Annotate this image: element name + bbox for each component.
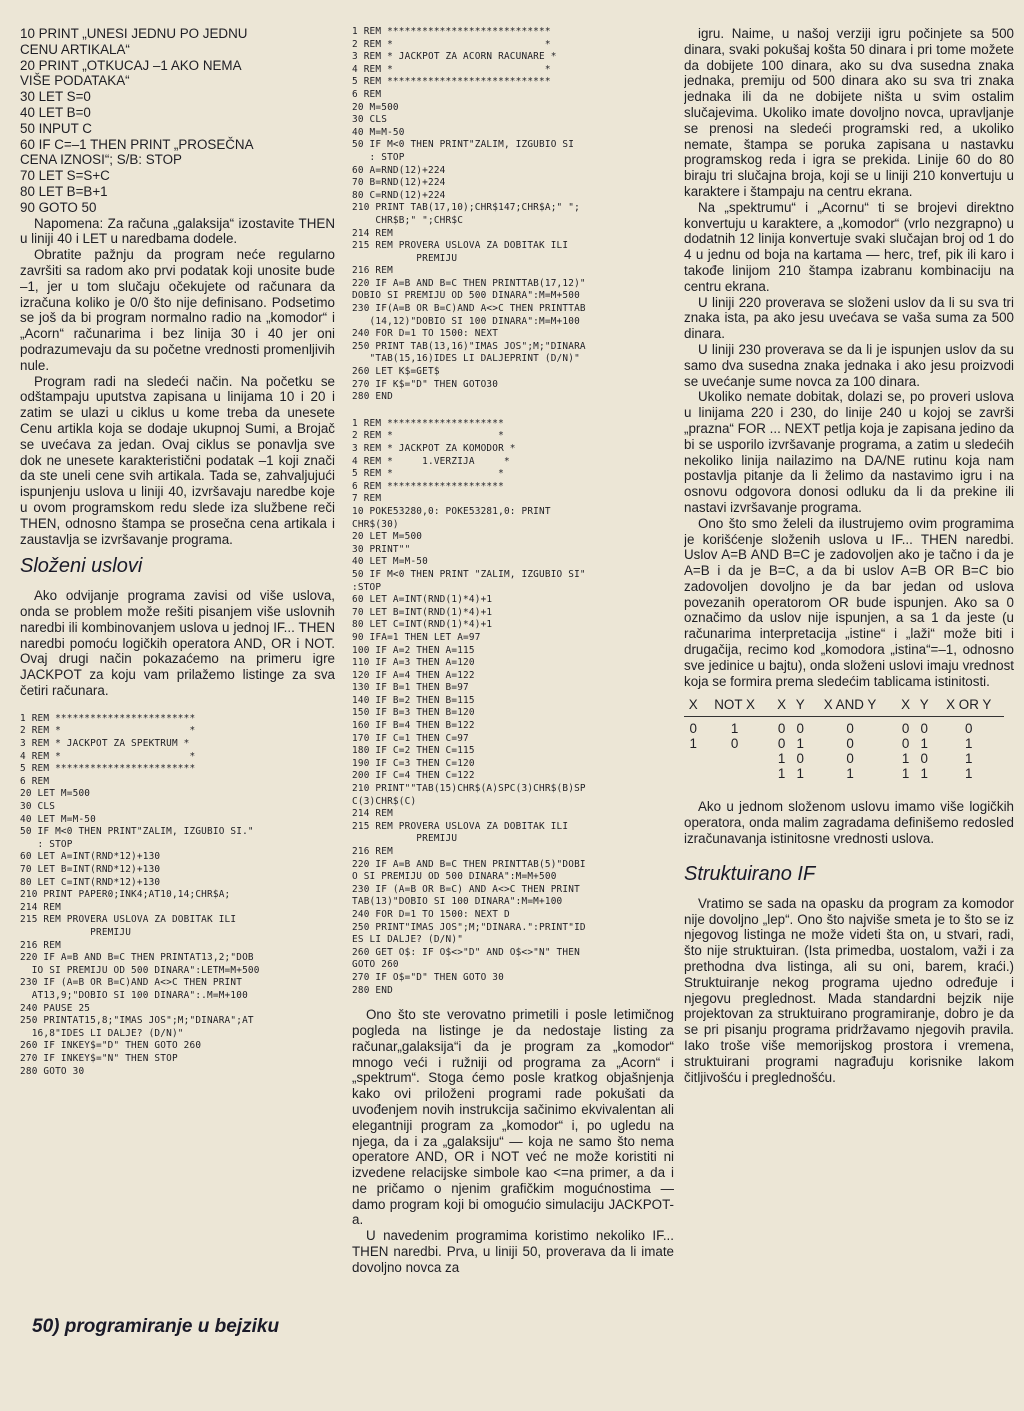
listing-line: 260 IF INKEY$="D" THEN GOTO 260 [20, 1040, 202, 1052]
listing-line: 20 LET M=500 [352, 531, 423, 543]
truth-table-header: Y [915, 697, 934, 717]
body-text-block [684, 896, 1014, 1086]
truth-table-cell: 1 [920, 766, 928, 782]
listing-line: 50 IF M<0 THEN PRINT"ZALIM, IZGUBIO SI." [20, 826, 254, 838]
listing-line: 20 PRINT „OTKUCAJ –1 AKO NEMA [20, 57, 242, 73]
truth-table-cell: 0 [689, 721, 697, 737]
listing-line: 60 IF C=–1 THEN PRINT „PROSEČNA [20, 136, 254, 152]
paragraph: U liniji 230 proverava se da li je ispunjen uslov da su samo dva susedna znaka jednaka i ako jesu proizvodi se uvećanje sume novca za 100 dinara. [684, 341, 1014, 389]
listing-line: 40 M=M-50 [352, 126, 405, 138]
spectrum-listing [20, 713, 335, 1078]
listing-line: TAB(13)"DOBIO SI 100 DINARA":M=M+100 [352, 896, 563, 908]
listing-line: ES LI DALJE? (D/N)" [352, 934, 464, 946]
listing-line: 60 LET A=INT(RND*12)+130 [20, 851, 161, 863]
listing-line: (14,12)"DOBIO SI 100 DINARA":M=M+100 [352, 315, 580, 327]
listing-line: 4 REM * 1.VERZIJA * [352, 455, 510, 467]
listing-line: 280 END [352, 984, 393, 996]
truth-table [684, 697, 1004, 781]
listing-line: AT13,9;"DOBIO SI 100 DINARA":.M=M+100 [20, 989, 248, 1001]
listing-line: 2 REM * * [352, 430, 504, 442]
listing-line: 240 FOR D=1 TO 1500: NEXT [352, 328, 499, 340]
listing-line: CHR$B;" ";CHR$C [352, 214, 464, 226]
column-middle [352, 26, 674, 1411]
truth-table-header: X [684, 697, 703, 717]
listing-line: 240 FOR D=1 TO 1500: NEXT D [352, 908, 510, 920]
listing-line: PREMIJU [352, 833, 458, 845]
listing-line: GOTO 260 [352, 959, 399, 971]
listing-line: 250 PRINT TAB(13,16)"IMAS JOS";M;"DINARA [352, 340, 586, 352]
truth-table-cell: 1 [901, 766, 910, 782]
listing-line: 1 REM **************************** [352, 26, 551, 37]
listing-line: 40 LET M=M-50 [20, 813, 96, 825]
basic-listing-average [20, 26, 335, 216]
truth-table-header: X [896, 697, 915, 717]
truth-table-header: X OR Y [933, 697, 1004, 717]
listing-line: 270 IF K$="D" THEN GOTO30 [352, 378, 499, 390]
truth-table-header: NOT X [703, 697, 767, 717]
column-right [684, 26, 1014, 1411]
listing-line: 220 IF A=B AND B=C THEN PRINTTAB(5)"DOBI [352, 858, 586, 870]
listing-line: CENU ARTIKALA“ [20, 41, 130, 57]
listing-line: 214 REM [352, 227, 393, 239]
listing-line: 214 REM [20, 901, 61, 913]
listing-line: 280 GOTO 30 [20, 1065, 85, 1077]
listing-line: 170 IF C=1 THEN C=97 [352, 732, 469, 744]
truth-table-cell: 1 [965, 736, 973, 752]
listing-line: "TAB(15,16)IDES LI DALJEPRINT (D/N)" [352, 353, 580, 365]
listing-line: 30 PRINT"" [352, 543, 411, 555]
truth-table-cell [684, 751, 703, 766]
truth-table-cell [703, 751, 767, 766]
listing-line: 4 REM * * [352, 63, 551, 75]
listing-line: 7 REM [352, 493, 382, 505]
listing-line: 10 PRINT „UNESI JEDNU PO JEDNU [20, 26, 248, 41]
listing-line: 100 IF A=2 THEN A=115 [352, 644, 475, 656]
listing-line: 215 REM PROVERA USLOVA ZA DOBITAK ILI [352, 820, 569, 832]
listing-line: 16,8"IDES LI DALJE? (D/N)" [20, 1027, 184, 1039]
listing-line: IO SI PREMIJU OD 500 DINARA":LETM=M+500 [20, 964, 260, 976]
truth-table-cell: 1 [730, 721, 739, 737]
listing-line: 6 REM [352, 88, 382, 100]
listing-line: DOBIO SI PREMIJU OD 500 DINARA":M=M+500 [352, 290, 580, 302]
listing-line: 80 LET C=INT(RND*12)+130 [20, 876, 161, 888]
body-text-block [684, 799, 1014, 846]
listing-line: 20 LET M=500 [20, 788, 91, 800]
truth-table-cell: 0 [901, 736, 910, 752]
listing-line: VIŠE PODATAKA“ [20, 73, 130, 89]
listing-line: 120 IF A=4 THEN A=122 [352, 669, 475, 681]
listing-line: 230 IF(A=B OR B=C)AND A<>C THEN PRINTTAB [352, 303, 586, 315]
truth-table-cell: 0 [846, 751, 854, 767]
listing-line: 5 REM ************************ [20, 763, 196, 775]
commodore-listing [352, 418, 674, 997]
body-text-block [684, 26, 1014, 689]
listing-line: 260 LET K$=GET$ [352, 366, 440, 378]
listing-line: 80 LET C=INT(RND(1)*4)+1 [352, 619, 493, 631]
listing-line: : STOP [20, 838, 73, 850]
listing-line: 190 IF C=3 THEN C=120 [352, 757, 475, 769]
listing-line: 80 LET B=B+1 [20, 183, 108, 199]
truth-table-header: X AND Y [809, 697, 890, 717]
truth-table-cell: 1 [920, 736, 928, 752]
table-row [684, 766, 1004, 781]
truth-table-cell [703, 766, 767, 781]
listing-line: CHR$(30) [352, 518, 399, 530]
listing-line: 270 IF INKEY$="N" THEN STOP [20, 1052, 178, 1064]
listing-line: 270 IF O$="D" THEN GOTO 30 [352, 971, 504, 983]
listing-line: 90 IFA=1 THEN LET A=97 [352, 631, 481, 643]
listing-line: 4 REM * * [20, 750, 196, 762]
body-text-block [20, 588, 335, 699]
paragraph: Ako u jednom složenom uslovu imamo više logičkih operatora, onda malim zagradama definišemo redosled izračunavanja istinitosne vrednosti uslova. [684, 799, 1014, 847]
truth-table-cell: 0 [777, 736, 786, 752]
section-heading: Struktuirano IF [684, 862, 816, 885]
listing-line: 6 REM ******************** [352, 480, 504, 492]
truth-table-header: Y [791, 697, 810, 717]
listing-line: 50 INPUT C [20, 120, 92, 136]
acorn-listing [352, 26, 674, 404]
listing-line: 50 IF M<0 THEN PRINT"ZALIM, IZGUBIO SI [352, 139, 575, 151]
paragraph: Ono što smo želeli da ilustrujemo ovim programima je korišćenje složenih uslova u IF... THEN naredbi. Uslov A=B AND B=C je zadovoljen ako je tačno i da je A=B i da je B=C, a da bi uslov A=B OR B=C bio zadovoljen dovoljno je da bar jedan od uslova povezanih operatorom OR bude ispunjen. Ako sa 0 označimo da uslov nije ispunjen, a sa 1 da jeste (u računarima interpretacija „istine“ i „laži“ može biti i drugačija, recimo kod „komodora „istina“=–1, odnosno sve jedinice u bajtu), onda složeni uslovi imaju vrednost koja se formira prema sledećim tablicama istinitosti. [684, 515, 1014, 689]
listing-line: 60 LET A=INT(RND(1)*4)+1 [352, 594, 493, 606]
listing-line: 70 LET B=INT(RND*12)+130 [20, 864, 161, 875]
listing-line: 180 IF C=2 THEN C=115 [352, 745, 475, 757]
truth-table-cell: 0 [901, 721, 910, 737]
listing-line: 6 REM [20, 775, 50, 787]
paragraph: U liniji 220 proverava se složeni uslov da li su sva tri znaka ista, pa ako jesu uvećava se vaša suma za 500 dinara. [684, 294, 1014, 342]
listing-line: 70 B=RND(12)+224 [352, 177, 446, 189]
listing-line: 90 GOTO 50 [20, 199, 97, 215]
listing-line: 160 IF B=4 THEN B=122 [352, 720, 475, 732]
listing-line: 140 IF B=2 THEN B=115 [352, 694, 475, 706]
listing-line: 220 IF A=B AND B=C THEN PRINTTAB(17,12)" [352, 277, 586, 289]
listing-line: 5 REM * * [352, 468, 504, 480]
table-row [684, 751, 1004, 766]
listing-line: 3 REM * JACKPOT ZA ACORN RACUNARE * [352, 51, 557, 63]
listing-line: O SI PREMIJU OD 500 DINARA":M=M+500 [352, 871, 557, 883]
listing-line: 50 IF M<0 THEN PRINT "ZALIM, IZGUBIO SI" [352, 568, 586, 580]
truth-table-cell: 1 [846, 766, 854, 782]
truth-table-cell: 1 [777, 751, 786, 767]
listing-line: 130 IF B=1 THEN B=97 [352, 682, 469, 694]
paragraph: Na „spektrumu“ i „Acornu“ ti se brojevi direktno konvertuju u karaktere, a „komodor“ (vrlo nezgrapno) u dodatnih 12 linija konvertuje svaki slučajan broj od 1 do 4 u jednu od boja na kartama — herc, tref, pik ili karo i takođe linijom 210 štampa izabranu kombinaciju na centru ekrana. [684, 199, 1014, 294]
listing-line: 210 PRINT PAPER0;INK4;AT10,14;CHR$A; [20, 889, 231, 901]
paragraph: Program radi na sledeći način. Na početku se odštampaju uputstva zapisana u linijama 10 i 20 i zatim se ulazi u ciklus u kome treba da unesete Cenu artikla koja se dodaje ukupnoj Sumi, a Brojač se uvećava za jedan. Ovaj ciklus se ponavlja sve dok ne unesete karakteristični podatak –1 koji znači da ste uneli cene svih artikala. Tada se, zahvaljujući ispunjenju uslova u liniji 40, izvršavaju naredbe koje u ovom programskom redu slede iza službene reči THEN, odnosno štampa se prosečna cena artikala i zaustavlja se izvršavanje programa. [20, 373, 335, 547]
truth-table-cell: 0 [920, 751, 928, 767]
listing-line: 210 PRINT""TAB(15)CHR$(A)SPC(3)CHR$(B)SP [352, 783, 586, 795]
listing-line: 280 END [352, 391, 393, 403]
body-text-block [352, 1007, 674, 1276]
listing-line: 40 LET B=0 [20, 104, 91, 120]
truth-table-cell: 1 [965, 751, 973, 767]
listing-line: 70 LET B=INT(RND(1)*4)+1 [352, 606, 493, 618]
listing-line: C(3)CHR$(C) [352, 795, 417, 807]
listing-line: 240 PAUSE 25 [20, 1002, 91, 1014]
truth-table-cell: 0 [965, 721, 973, 737]
listing-line: 1 REM ************************ [20, 712, 196, 724]
listing-line: 110 IF A=3 THEN A=120 [352, 657, 475, 669]
listing-line: 10 POKE53280,0: POKE53281,0: PRINT [352, 505, 551, 517]
listing-line: :STOP [352, 581, 382, 593]
listing-line: 216 REM [20, 939, 61, 951]
listing-line: CENA IZNOSI“; S/B: STOP [20, 152, 182, 168]
listing-line: 3 REM * JACKPOT ZA KOMODOR * [352, 443, 516, 454]
listing-line: 216 REM [352, 265, 393, 277]
truth-table-cell [684, 766, 703, 781]
page-footer: 50) programiranje u bejziku [32, 1316, 280, 1337]
listing-line: 260 GET O$: IF O$<>"D" AND O$<>"N" THEN [352, 946, 580, 958]
truth-table-cell: 0 [846, 736, 854, 752]
truth-table-cell: 0 [796, 751, 804, 767]
truth-table-header: X [772, 697, 791, 717]
listing-line: 30 CLS [20, 801, 56, 813]
listing-line: 215 REM PROVERA USLOVA ZA DOBITAK ILI [20, 914, 237, 926]
truth-table-cell: 1 [901, 751, 910, 767]
listing-line: 60 A=RND(12)+224 [352, 164, 446, 176]
truth-table-cell: 1 [689, 736, 697, 752]
listing-line: 70 LET S=S+C [20, 168, 110, 184]
listing-line: 220 IF A=B AND B=C THEN PRINTAT13,2;"DOB [20, 952, 254, 964]
listing-line: PREMIJU [20, 926, 132, 938]
truth-table-cell: 0 [730, 736, 739, 752]
truth-table-cell: 1 [796, 736, 804, 752]
listing-line: : STOP [352, 151, 405, 163]
listing-line: 2 REM * * [352, 38, 551, 50]
paragraph: Ono što ste verovatno primetili i posle letimičnog pogleda na listinge je da nedostaje listing za računar„galaksija“i da je program za „komodor“ mnogo veći i ružniji od programa za „Acorn“ i „spektrum“. Stoga ćemo posle kratkog objašnjenja kako ovi priloženi programi rade pokušati da uvođenjem novih instrukcija sačinimo ekvivalentan ali elegantniji program za „komodor“ i, po ugledu na njega, da i za „galaksiju“ — koja ne samo što nema operatore AND, OR i NOT već ne može koristiti ni izvedene relacijske simbole kao <=na primer, a da i ne pričamo o njenim grafičkim mogućnostima — damo program koji bi omogućio simulaciju JACKPOT-a. [352, 1007, 674, 1228]
truth-table-cell: 0 [777, 721, 786, 737]
paragraph: U navedenim programima koristimo nekoliko IF... THEN naredbi. Prva, u liniji 50, proverava da li imate dovoljno novca za [352, 1228, 674, 1275]
listing-line: 250 PRINTAT15,8;"IMAS JOS";M;"DINARA";AT [20, 1015, 254, 1027]
listing-line: 214 REM [352, 808, 393, 820]
body-text-block [20, 216, 335, 548]
truth-table-cell: 0 [796, 721, 804, 737]
listing-line: 200 IF C=4 THEN C=122 [352, 770, 475, 782]
listing-line: 150 IF B=3 THEN B=120 [352, 707, 475, 719]
listing-line: 1 REM ******************** [352, 417, 504, 429]
paragraph: Vratimo se sada na opasku da program za komodor nije dovoljno „lep“. Ono što najviše smeta je to što se iz njegovog listinga ne može videti šta on, u stvari, radi, što nije struktuiran. (Ista primedba, uostalom, važi i za prethodna dva listinga, ali su oni, barem, kraći.) Struktuiranje nekog programa ujedno određuje i njegovu preglednost. Mada standardni bejzik nije projektovan za struktuirano programiranje, dobro je da se pri pisanju programa pridržavamo njegovih pravila. Iako troše više memorijskog prostora i vremena, struktuirani programi nagrađuju korisnike lakom čitljivošću i preglednošću. [684, 895, 1014, 1085]
listing-line: 20 M=500 [352, 101, 399, 113]
truth-table-cell: 1 [796, 766, 804, 782]
truth-table-cell: 1 [777, 766, 786, 782]
listing-line: 3 REM * JACKPOT ZA SPEKTRUM * [20, 738, 190, 750]
section-heading: Složeni uslovi [20, 555, 143, 578]
paragraph: Obratite pažnju da program neće regularno završiti sa radom ako prvi podatak koji unosite bude –1, jer u tom slučaju očekujete od računara da izračuna koliko je 0/0 što nije definisano. Podsetimo se još da bi program normalno radio na „komodor“ i „Acorn“ računarima i bez linija 30 i 40 jer oni podrazumevaju da su početne vrednosti promenljivih nule. [20, 247, 335, 373]
listing-line: 230 IF (A=B OR B=C) AND A<>C THEN PRINT [352, 883, 580, 895]
paragraph: Napomena: Za računa „galaksija“ izostavite THEN u liniji 40 i LET u naredbama dodele. [20, 215, 335, 247]
listing-line: 5 REM **************************** [352, 76, 551, 88]
listing-line: 30 CLS [352, 114, 388, 126]
listing-line: 230 IF (A=B OR B=C)AND A<>C THEN PRINT [20, 977, 243, 989]
listing-line: 80 C=RND(12)+224 [352, 189, 446, 201]
truth-table-cell: 1 [965, 766, 973, 782]
listing-line: 30 LET S=0 [20, 89, 91, 105]
listing-line: 216 REM [352, 846, 393, 857]
listing-line: 2 REM * * [20, 725, 196, 737]
column-left [20, 26, 335, 1411]
listing-line: 215 REM PROVERA USLOVA ZA DOBITAK ILI [352, 240, 569, 252]
table-row [684, 717, 1004, 737]
paragraph: igru. Naime, u našoj verziji igru počinjete sa 500 dinara, svaki pokušaj košta 50 dinara i pri tome možete da dobijete 100 dinara, ako su dva susedna znaka jednaka, premiju od 500 dinara ako su sva tri znaka jednaka ili da ne dobijete ništa u svim ostalim slučajevima. Ukoliko imate dovoljno novca, upravljanje se prenosi na sledeći programski red, a ukoliko nemate, štampa se poruka zapisana u nastavku programskog reda i igra se prekida. Linije 60 do 80 biraju tri slučajna broja, koji se u liniji 210 konvertuju u karaktere i štampaju na centru ekrana. [684, 26, 1014, 199]
listing-line: 40 LET M=M-50 [352, 556, 428, 568]
listing-line: PREMIJU [352, 252, 458, 264]
listing-line: 250 PRINT"IMAS JOS";M;"DINARA.":PRINT"ID [352, 921, 586, 933]
paragraph: Ako odvijanje programa zavisi od više uslova, onda se problem može rešiti pisanjem više uslovnih naredbi ili kombinovanjem uslova u jednoj IF... THEN naredbi pomoću logičkih operatora AND, OR i NOT. Ovaj drugi način pokazaćemo na primeru igre JACKPOT za koju vam prilažemo listinge za sva četiri računara. [20, 588, 335, 699]
listing-line: 210 PRINT TAB(17,10);CHR$147;CHR$A;" "; [352, 202, 580, 214]
truth-table-cell: 0 [846, 721, 854, 737]
paragraph: Ukoliko nemate dobitak, dolazi se, po proveri uslova u linijama 220 i 230, do linije 240 u kojoj se završi „prazna“ FOR ... NEXT petlja koja je zapisana jedino da bi se usporilo izvršavanje programa, a zatim u sledećih nekoliko linija nailazimo na DA/NE rutinu koja nam postavlja pitanje da li želimo da nastavimo igru i na osnovu odgovora donosi odluku da li da prekine ili nastavi izvršavanje programa. [684, 389, 1014, 515]
table-row [684, 736, 1004, 751]
truth-table-cell: 0 [920, 721, 928, 737]
